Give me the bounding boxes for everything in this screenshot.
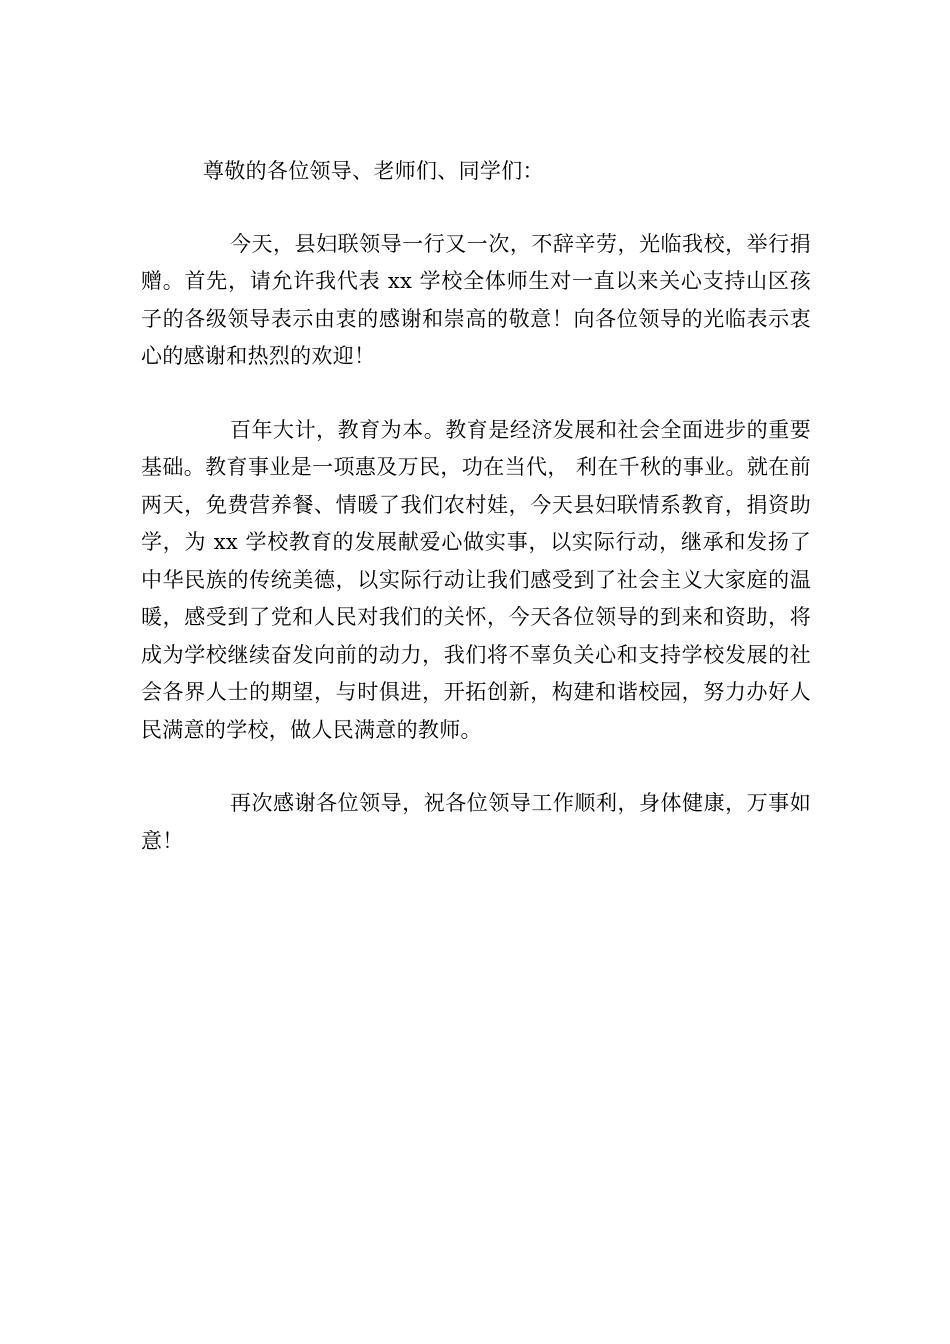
salutation: 尊敬的各位领导、老师们、同学们：	[203, 159, 544, 183]
paragraph-opening: 今天，县妇联领导一行又一次，不辞辛劳，光临我校，举行捐赠。首先，请允许我代表 xx 学校全体师生对一直以来关心支持山区孩子的各级领导表示由衷的感谢和崇高的敬意！向各位领导的光临表示衷心的感谢和热烈的欢迎！	[141, 231, 811, 368]
letter-body	[141, 153, 811, 896]
paragraph-closing: 再次感谢各位领导，祝各位领导工作顺利，身体健康，万事如意！	[141, 791, 811, 853]
paragraph-education: 百年大计，教育为本。教育是经济发展和社会全面进步的重要基础。教育事业是一项惠及万民，功在当代， 利在千秋的事业。就在前两天，免费营养餐、情暖了我们农村娃，今天县妇联情系教育，捐资助学，为 xx 学校教育的发展献爱心做实事，以实际行动，继承和发扬了中华民族的传统美德，以实际行动让我们感受到了社会主义大家庭的温暖，感受到了党和人民对我们的关怀，今天各位领导的到来和资助，将成为学校继续奋发向前的动力，我们将不辜负关心和支持学校发展的社会各界人士的期望，与时俱进，开拓创新，构建和谐校园，努力办好人民满意的学校，做人民满意的教师。	[141, 417, 811, 742]
